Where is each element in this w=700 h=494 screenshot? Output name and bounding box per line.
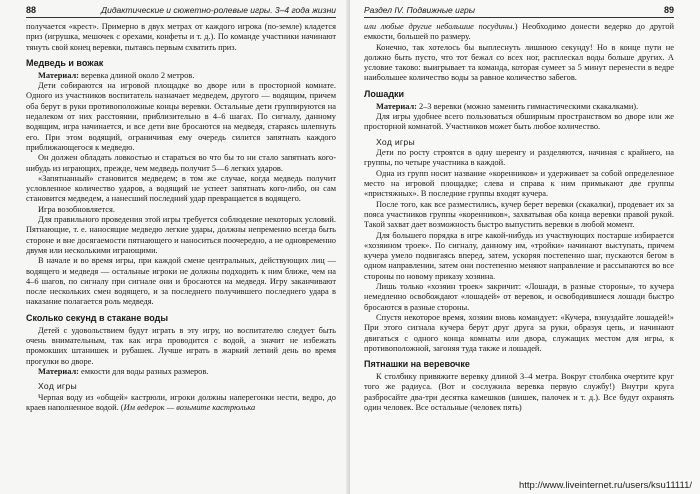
left-running-title: Дидактические и сюжетно-ролевые игры. 3–4 года жизни [101,5,336,15]
paragraph [26,393,336,414]
paragraph: Спустя некоторое время, хозяин вновь командует: «Кучера, взнуздайте лошадей!» При этого сигнала кучера берут друг друга за руки, образуя цепь, и начинают двигаться с одного конца комнаты или двора, служащих местом для игры, к противоположной, загоняя туда также и лошадей. [364,312,674,353]
section-title-bear-and-leader: Медведь и вожак [26,57,104,68]
material-label: Материал: [376,101,417,111]
section-title-tag-on-rope: Пятнашки на веревочке [364,359,470,370]
paragraph: «Запятнанный» становится медведем; в том же случае, когда медведь получит условленное количество ударов, а водящий не успеет запятнать кого-либо, он сам становится медведем, а нанесший последний удар превращается в водящего. [26,173,336,204]
right-page [350,0,700,494]
paragraph: Для игры удобнее всего пользоваться обширным пространством во дворе или же просторной комнатой. Участников может быть любое количество. [364,112,674,132]
subheading-game-flow: Ход игры [376,136,415,147]
watermark-url: http://www.liveinternet.ru/users/ksu11111/ [518,480,692,491]
paragraph: К столбику привяжите веревку длиной 3–4 метра. Вокруг столбика очертите круг того же радиуса. (Вот и сослужила веревка первую службу!) Внутри круга разбросайте два-три десятка камешков (шишек, палочек и т. д.). Все будут охранять один человек. Все остальные (человек пять) [364,372,674,412]
subheading-game-flow: Ход игры [38,381,77,392]
left-page-number: 88 [26,5,37,15]
paragraph-text: ) Необходимо донести ведерко до другой емкости, большей по размеру. [364,22,674,42]
section-title-seconds-in-glass: Сколько секунд в стакане воды [26,312,169,323]
paragraph-italic: Им ведерок — возьмите кастрюлька [123,403,256,412]
material-line [26,367,336,377]
paragraph: В начале и во время игры, при каждой смене центральных, действующих лиц — водящего и медведя — остальные игроки не должны подходить к ним ближе, чем на 4–6 шагов, по сигналу при сигнале они и бросаются на медведя. Игру заканчивают после нескольких смен водящего, и за последнего получившего последнего удара в наказание полагается роль медведя. [26,256,336,307]
left-page-header [26,5,336,18]
paragraph-text: Черпая воду из «общей» кастрюли, игроки должны наперегонки нести, ведро, до краев наполненное водой. ( [26,392,336,412]
right-page-number: 89 [663,5,674,15]
material-line [26,71,336,81]
paragraph: Конечно, так хотелось бы выплеснуть лишнюю секунду! Но в конце пути не должно быть пусто, что тот бежал со всех ног, расплескал воды больше других. А условие таково: выигрывает та команда, которая сумеет за 5 минут перенести в ведре наибольшее количество воды за равное количество забегов. [364,42,674,83]
paragraph: Детей с удовольствием будут играть в эту игру, но воспитателю следует быть очень внимательным, так как игра проводится с водой, а значит не избежать промокших штанишек и рубашек. Лучше играть в жаркий летний день во время прогулки во дворе. [26,325,336,366]
section-title-horses: Лошадки [364,88,405,99]
paragraph: Игра возобновляется. [38,204,115,214]
material-text: 2–3 веревки (можно заменить гимнастическими скакалками). [416,101,639,111]
material-line [364,102,674,112]
paragraph: Он должен обладать ловкостью и стараться во что бы то ни стало запятнать кого-нибудь из играющих, прежде, чем медведь получит 5—6 легких ударов. [26,153,336,173]
paragraph: Лишь только «хозяин троек» закричит: «Лошади, в разные стороны», то кучера немедленно освобождают «лошадей» от веревок, и освободившиеся лошади быстро бросаются в разные стороны. [364,282,674,312]
paragraph: Дети по росту строятся в одну шеренгу и разделяются, начиная с крайнего, на группы, по четыре участника в каждой. [364,148,674,168]
left-intro-paragraph: получается «крест». Примерно в двух метрах от каждого игрока (по-земле) кладется приз (игрушка, мешочек с орехами, конфеты и т. д.). По команде участники начинают тянуть свой конец веревки, пытаясь первым схватить приз. [26,22,336,52]
material-text: веревка длиной около 2 метров. [78,70,195,80]
right-intro-paragraph [364,22,674,43]
material-label: Материал: [38,366,79,376]
paragraph: Для большего порядка в игре какой-нибудь из участвующих постарше избирается «хозяином троек». По сигналу, данному им, «тройки» начинают выступать, причем кучера умело подвигаясь вперед, затем, ускоряя постепенно шаг, пускаются бегом в одном направлении, затем они постепенно меняют направление и рассыпаются во все стороны по новому приказу хозяина. [364,230,674,281]
right-page-header [364,5,674,18]
paragraph: Дети собираются на игровой площадке во дворе или в просторной комнате. Одного из участников воспитатель назначает медведем, другого — водящим, причем оба берут в руки противоположные концы веревки. Остальные дети группируются на недалеком от них расстоянии, приблизительно в 4–6 шагах. По сигналу, данному водящим, игра начинается, и все дети вне бросаются на медведя, стараясь шлепнуть его. При этом водящий, ограничивая ему очередь силится запятнать каждого приближающегося к медведю. [26,81,336,152]
right-running-title: Раздел IV. Подвижные игры [364,5,476,15]
paragraph: Одна из групп носит название «коренников» и удерживает за собой определенное место на игровой площадке; слева и справа к ним примыкают две группы «пристяжных». В последние группы входят кучера. [364,168,674,199]
paragraph: После того, как все разместились, кучер берет веревки (скакалки), продевает их за пояса участников группы «коренников», захватывая оба конца веревки правой рукой. Такой захват дает возможность быстро выпустить веревки в любой момент. [364,199,674,230]
material-text: емкости для воды разных размеров. [78,366,209,376]
paragraph-italic: или любые другие небольшие посудины. [364,22,515,31]
paragraph: Для правильного проведения этой игры требуется соблюдение некоторых условий. Пятнающие, т. е. наносящие медведю легкие удары, должны непременно всегда быть стороне и вне досягаемости пятнающего и наноситься поочередно, а не одновременно двумя или несколькими играющими. [26,215,336,255]
material-label: Материал: [38,70,79,80]
